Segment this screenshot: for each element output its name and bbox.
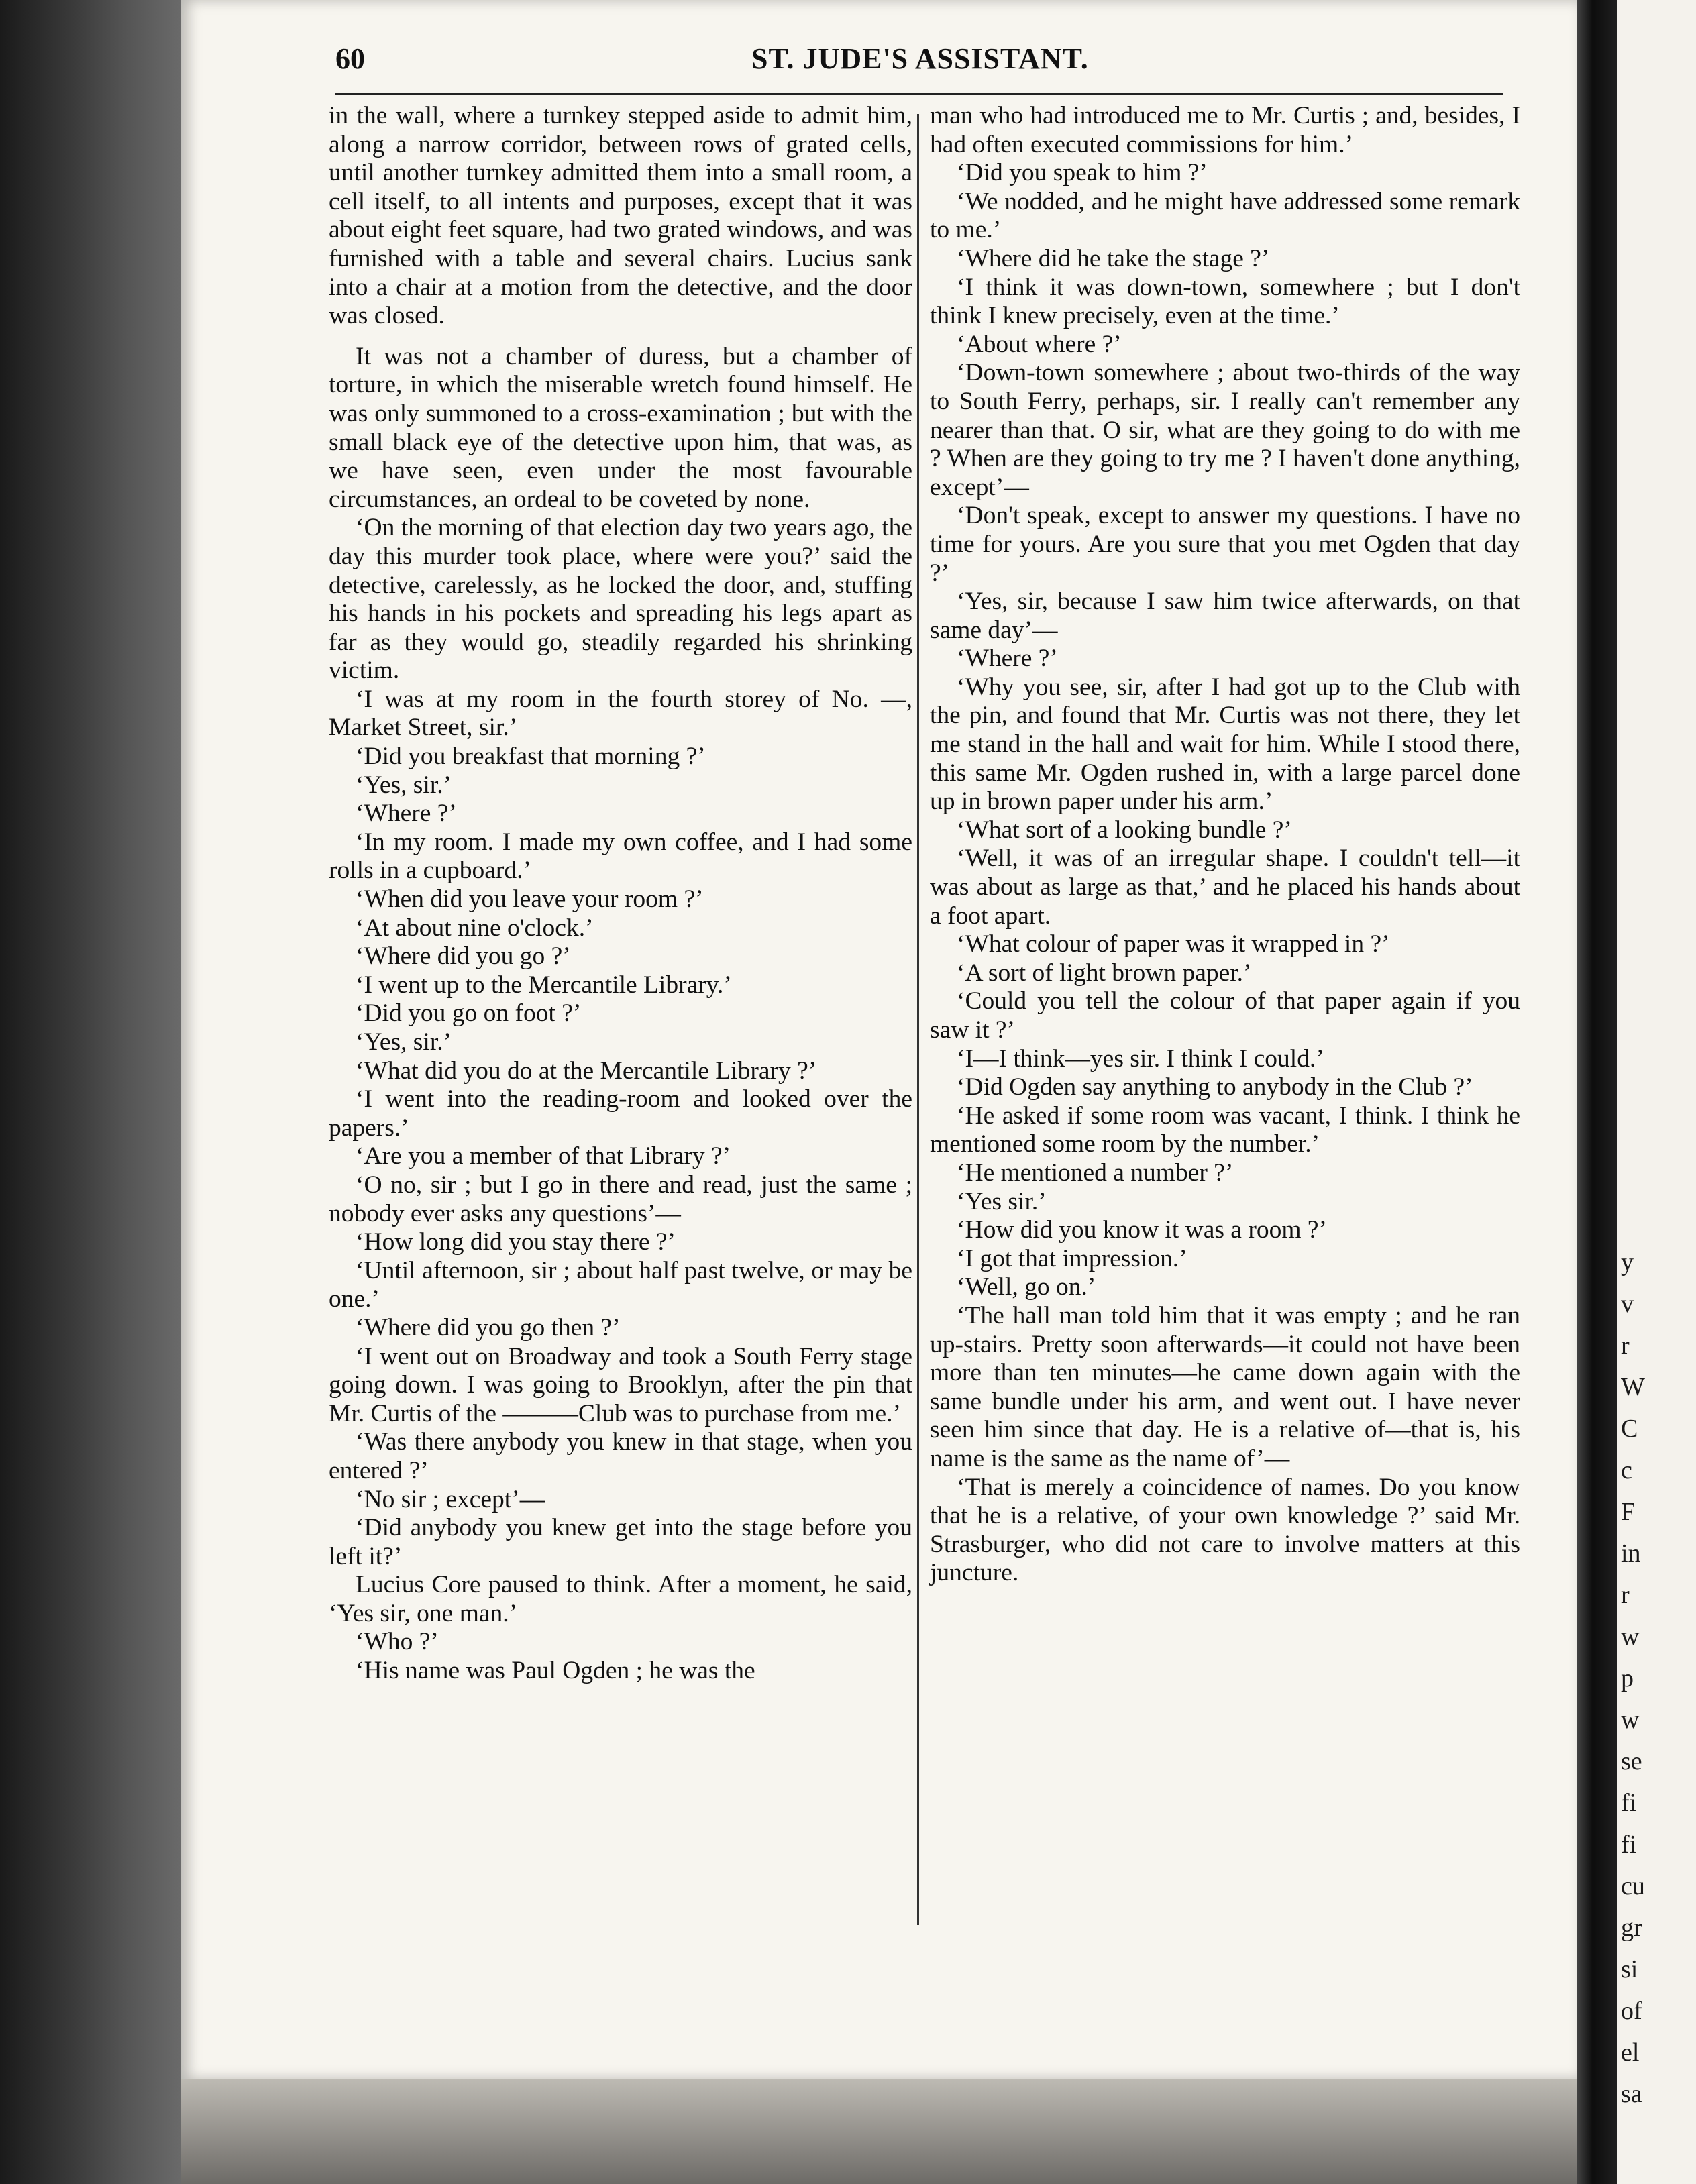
scan-left-margin [0,0,181,2184]
paragraph: ‘I think it was down-town, somewhere ; but I don't think I knew precisely, even at the time.’ [930,273,1520,330]
paragraph: ‘Did you speak to him ?’ [957,159,1208,187]
paragraph: ‘Where did you go ?’ [356,942,571,971]
paragraph: ‘I was at my room in the fourth storey of No. —, Market Street, sir.’ [329,685,912,742]
adjacent-page-text: p [1621,1664,1634,1692]
paragraph: ‘I went out on Broadway and took a South Ferry stage going down. I was going to Brooklyn, after the pin that Mr. Curtis of the ———Club was to purchase from me.’ [329,1342,912,1427]
paragraph: ‘Where did he take the stage ?’ [957,244,1270,272]
paragraph: ‘We nodded, and he might have addressed some remark to me.’ [930,187,1520,244]
paragraph: ‘A sort of light brown paper.’ [957,959,1252,987]
paragraph: ‘Well, go on.’ [957,1273,1096,1301]
paragraph: ‘O no, sir ; but I go in there and read, just the same ; nobody ever asks any questions’— [329,1170,912,1227]
adjacent-page-text: si [1621,1955,1638,1983]
paragraph: ‘Where ?’ [957,645,1058,673]
paragraph: ‘Are you a member of that Library ?’ [356,1142,731,1170]
paragraph: ‘How long did you stay there ?’ [356,1228,676,1256]
paragraph: ‘I went up to the Mercantile Library.’ [356,971,732,999]
paragraph: ‘Was there anybody you knew in that stage, when you entered ?’ [329,1428,912,1484]
adjacent-page-text: sa [1621,2080,1642,2108]
adjacent-page-text: se [1621,1747,1642,1776]
paragraph: ‘Did Ogden say anything to anybody in the Club ?’ [957,1073,1473,1101]
page-gutter [1577,0,1617,2184]
adjacent-page-text: r [1621,1581,1630,1609]
paragraph: man who had introduced me to Mr. Curtis ; and, besides, I had often executed commissions for him.’ [930,102,1520,158]
paragraph: ‘He mentioned a number ?’ [957,1158,1234,1187]
header-rule [335,93,1503,95]
paragraph: ‘Yes sir.’ [957,1187,1047,1215]
paragraph: ‘What did you do at the Mercantile Library ?’ [356,1056,817,1085]
adjacent-page-text: of [1621,1997,1642,2025]
paragraph: ‘Well, it was of an irregular shape. I couldn't tell—it was about as large as that,’ and he placed his hands about a foot apart. [930,844,1520,930]
paragraph: ‘No sir ; except’— [356,1485,545,1513]
adjacent-page-text: fi [1621,1831,1637,1859]
paragraph: ‘Where did you go then ?’ [356,1313,621,1342]
paragraph: ‘He asked if some room was vacant, I think. I think he mentioned some room by the number.’ [930,1101,1520,1158]
paragraph: ‘Why you see, sir, after I had got up to the Club with the pin, and found that Mr. Curtis was not there, they let me stand in the hall and wait for him. While I stood there, this same Mr. Ogden rushed in, with a large parcel done up in brown paper under his arm.’ [930,673,1520,816]
paragraph: ‘How did you know it was a room ?’ [957,1216,1327,1244]
adjacent-page-text: v [1621,1290,1634,1318]
paragraph: Lucius Core paused to think. After a moment, he said, ‘Yes sir, one man.’ [329,1571,912,1627]
adjacent-page-text: r [1621,1331,1630,1360]
paragraph: ‘About where ?’ [957,330,1122,358]
adjacent-page-text: y [1621,1248,1634,1276]
adjacent-page-text: w [1621,1623,1640,1651]
adjacent-page-text: fi [1621,1789,1637,1817]
paragraph: ‘Where ?’ [356,800,457,828]
paragraph: ‘His name was Paul Ogden ; he was the [356,1657,755,1685]
paragraph: ‘When did you leave your room ?’ [356,885,704,914]
paragraph: ‘Down-town somewhere ; about two-thirds of the way to South Ferry, perhaps, sir. I really can't remember any nearer than that. O sir, what are they going to do with me ? When are they going to try me ? I haven't done anything, except’— [930,359,1520,501]
paragraph: ‘Who ?’ [356,1628,439,1656]
paragraph: ‘Yes, sir.’ [356,1028,452,1056]
right-column [930,102,1520,1588]
paragraph: ‘Until afternoon, sir ; about half past twelve, or may be one.’ [329,1256,912,1313]
paragraph: ‘In my room. I made my own coffee, and I had some rolls in a cupboard.’ [329,828,912,885]
left-column [329,102,912,1686]
paragraph: ‘The hall man told him that it was empty ; and he ran up-stairs. Pretty soon afterwards—it could not have been more than ten minutes—he came down again with the same bundle under his arm, and went out. I have never seen him since that day. He is a relative of—that is, his name is the same as the name of’— [930,1301,1520,1472]
adjacent-page-text: el [1621,2038,1640,2067]
paragraph: ‘That is merely a coincidence of names. Do you know that he is a relative, of your own knowledge ?’ said Mr. Strasburger, who did not care to involve matters at this juncture. [930,1473,1520,1587]
column-divider [917,114,919,1925]
paragraph: ‘Yes, sir, because I saw him twice afterwards, on that same day’— [930,588,1520,644]
paragraph: ‘On the morning of that election day two years ago, the day this murder took place, where were you?’ said the detective, carelessly, as he locked the door, and, stuffing his hands in his pockets and spreading his legs apart as far as they would go, steadily regarded his shrinking victim. [329,514,912,685]
adjacent-page-text: C [1621,1415,1638,1443]
adjacent-page-text: F [1621,1498,1636,1526]
adjacent-page-text: cu [1621,1872,1645,1900]
paragraph: ‘I—I think—yes sir. I think I could.’ [957,1044,1324,1073]
paragraph: ‘Did you breakfast that morning ?’ [356,743,706,771]
paragraph: in the wall, where a turnkey stepped aside to admit him, along a narrow corridor, between rows of grated cells, until another turnkey admitted them into a small room, a cell itself, to all intents and purposes, except that it was about eight feet square, had two grated windows, and was furnished with a table and several chairs. Lucius sank into a chair at a motion from the detective, and the door was closed. [329,102,912,330]
page-number: 60 [335,42,365,75]
paragraph: ‘Could you tell the colour of that paper again if you saw it ?’ [930,987,1520,1044]
paragraph: It was not a chamber of duress, but a chamber of torture, in which the miserable wretch found himself. He was only summoned to a cross-examination ; but with the small black eye of the detective upon him, that was, as we have seen, even under the most favourable circumstances, an ordeal to be coveted by none. [329,342,912,513]
paragraph: ‘Did you go on foot ?’ [356,999,582,1028]
adjacent-page-text: in [1621,1539,1641,1568]
paragraph: ‘Don't speak, except to answer my questions. I have no time for yours. Are you sure that you met Ogden that day ?’ [930,502,1520,587]
paragraph: ‘At about nine o'clock.’ [356,914,594,942]
running-header [335,42,1516,89]
paragraph: ‘Yes, sir.’ [356,771,452,799]
adjacent-page-text: w [1621,1706,1640,1734]
page-bottom-edge [181,2079,1577,2184]
running-title: ST. JUDE'S ASSISTANT. [751,42,1089,75]
paragraph: ‘I got that impression.’ [957,1244,1187,1272]
paragraph: ‘I went into the reading-room and looked over the papers.’ [329,1085,912,1142]
adjacent-page-fragment [1617,0,1696,2184]
adjacent-page-text: W [1621,1373,1645,1401]
paragraph: ‘Did anybody you knew get into the stage before you left it?’ [329,1514,912,1570]
adjacent-page-text: gr [1621,1914,1642,1942]
paragraph: ‘What colour of paper was it wrapped in ?’ [957,930,1390,959]
paragraph: ‘What sort of a looking bundle ?’ [957,816,1292,844]
adjacent-page-text: c [1621,1456,1632,1484]
